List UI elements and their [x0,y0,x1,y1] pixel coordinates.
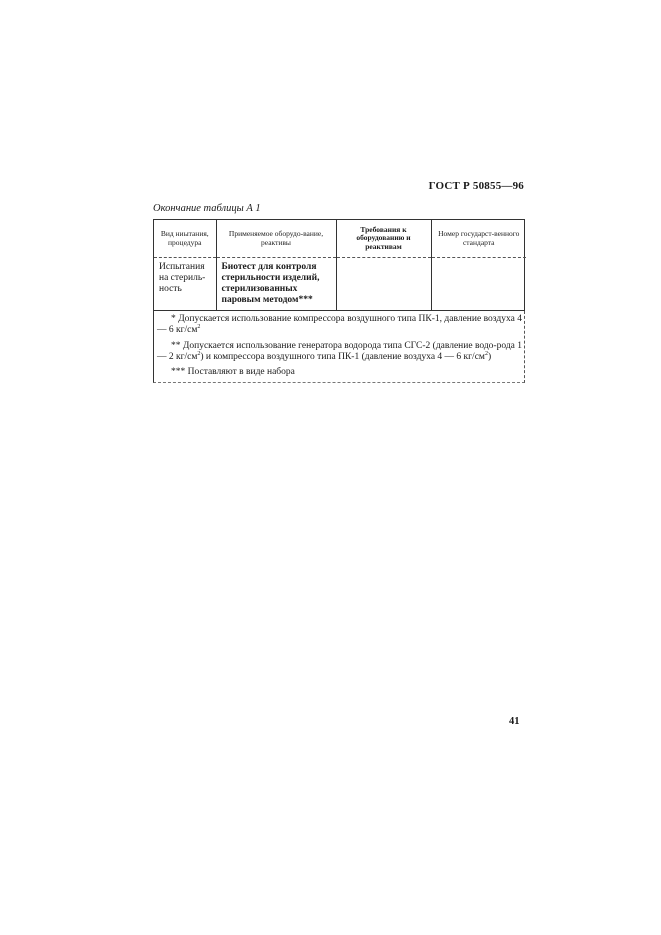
footnote-3: *** Поставляют в виде набора [171,367,295,377]
column-header-standard-number: Номер государст-венного стандарта [431,220,526,258]
table-footnotes [153,311,525,383]
document-code: ГОСТ Р 50855—96 [428,180,524,192]
cell-requirements [336,258,431,311]
footnote-2-superscript-1: 2 [197,350,201,357]
footnote-2-text-b: ) и компрессора воздушного типа ПК-1 (давление воздуха 4 — 6 кг/см [200,351,485,362]
page-number: 41 [509,716,520,727]
cell-standard-number [431,258,526,311]
footnote-1-text: * Допускается использование компрессора воздушного типа ПК-1, давление воздуха 4 — 6 кг/см [157,314,522,335]
column-header-equipment: Применяемое оборудо-вание, реактивы [216,220,336,258]
footnote-2-text-c: ) [487,351,492,362]
cell-equipment: Биотест для контроля стерильности изделий, стерилизованных паровым методом*** [216,258,336,311]
table-row [154,258,526,311]
footnote-1 [154,314,524,335]
footnote-1-superscript: 2 [197,323,201,330]
column-header-requirements: Требования к оборудованию и реактивам [336,220,431,258]
footnote-2-superscript-2: 2 [484,350,488,357]
column-header-test-type: Вид ниытания, процедура [154,220,216,258]
equipment-table [153,219,525,311]
table-header-row [154,220,526,258]
footnote-2 [154,341,524,362]
cell-test-type: Испытания на стериль-ность [154,258,216,311]
footnote-2-text-a: ** Допускается использование генератора водорода типа СГС-2 (давление водо-рода 1 — 2 кг/см [157,341,522,362]
table-caption: Окончание таблицы А 1 [153,203,261,214]
